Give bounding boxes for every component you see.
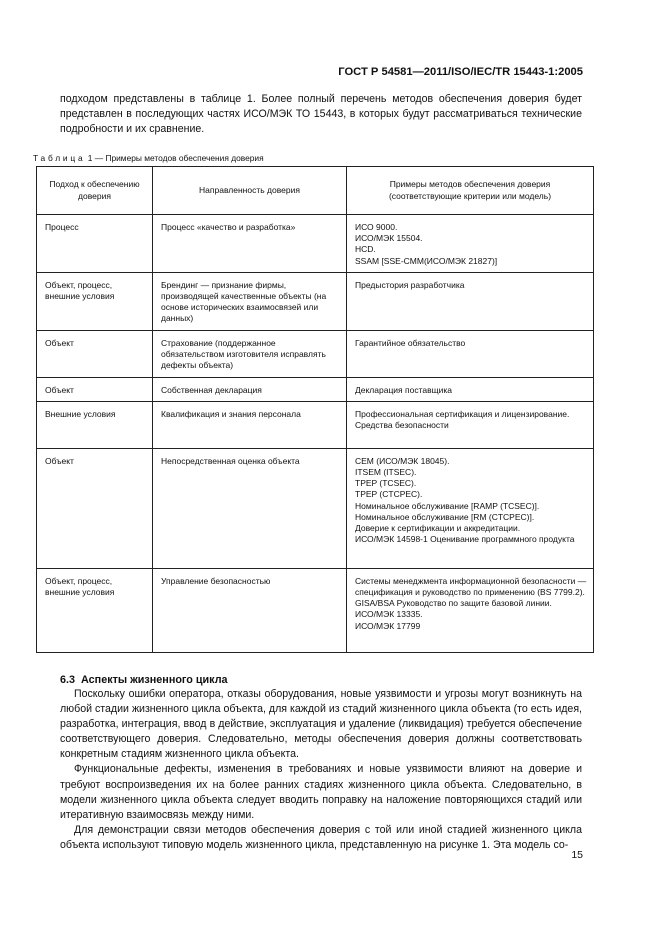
table-row	[37, 272, 594, 330]
example-line: ИСО/МЭК 15504.	[355, 233, 423, 244]
cell-focus: Непосредственная оценка объекта	[153, 448, 347, 568]
example-line: TPEP (CTCPEC).	[355, 489, 423, 500]
example-line: Доверие к сертификации и аккредитации.	[355, 523, 521, 534]
cell-approach: Внешние условия	[37, 401, 153, 448]
intro-paragraph: подходом представлены в таблице 1. Более полный перечень методов обеспечения доверия будет представлен в последующих частях ИСО/МЭК ТО 15443, в которых будут рассматриваться технические подробности и их сравнение.	[60, 93, 582, 136]
example-line: ITSEM (ITSEC).	[355, 467, 417, 478]
cell-examples	[347, 330, 594, 377]
cell-focus: Процесс «качество и разработка»	[153, 215, 347, 273]
header-focus: Направленность доверия	[153, 167, 347, 215]
cell-approach: Объект	[37, 448, 153, 568]
table-caption	[33, 153, 264, 163]
table-caption-word: Таблица	[33, 153, 86, 163]
example-line: HCD.	[355, 244, 376, 255]
cell-focus: Управление безопасностью	[153, 568, 347, 652]
example-line: Средства безопасности	[355, 420, 449, 431]
cell-focus: Брендинг — признание фирмы, производящей качественные объекты (на основе исторических взаимосвязей или данных)	[153, 272, 347, 330]
table-row	[37, 377, 594, 401]
cell-examples	[347, 272, 594, 330]
example-line: SSAM [SSE-CMM(ИСО/МЭК 21827)]	[355, 255, 498, 266]
example-line: Номинальное обслуживание [RM (CTCPEC)].	[355, 511, 535, 522]
example-line: ИСО 9000.	[355, 222, 398, 232]
cell-focus: Страхование (поддержанное обязательством изготовителя исправлять дефекты объекта)	[153, 330, 347, 377]
cell-approach: Процесс	[37, 215, 153, 273]
cell-focus: Собственная декларация	[153, 377, 347, 401]
header-approach: Подход к обеспечению доверия	[37, 167, 153, 215]
example-line: GISA/BSA Руководство по защите базовой линии.	[355, 598, 552, 609]
example-line: Предыстория разработчика	[355, 279, 465, 290]
example-line: TPEP (TCSEC).	[355, 478, 417, 489]
example-line: ИСО/МЭК 14598-1 Оценивание программного продукта	[355, 534, 575, 545]
table-row	[37, 215, 594, 273]
cell-approach: Объект	[37, 330, 153, 377]
example-line: Номинальное обслуживание [RAMP (TCSEC)].	[355, 500, 540, 511]
section-number: 6.3	[60, 674, 76, 686]
cell-focus: Квалификация и знания персонала	[153, 401, 347, 448]
table-row	[37, 568, 594, 652]
cell-examples	[347, 568, 594, 652]
example-line: Декларация поставщика	[355, 384, 453, 395]
cell-examples	[347, 448, 594, 568]
example-line: СЕМ (ИСО/МЭК 18045).	[355, 455, 450, 466]
cell-examples	[347, 401, 594, 448]
cell-examples	[347, 377, 594, 401]
table-row	[37, 448, 594, 568]
cell-examples	[347, 215, 594, 273]
table-row	[37, 330, 594, 377]
assurance-methods-table	[36, 166, 594, 653]
page-header: ГОСТ Р 54581—2011/ISO/IEC/TR 15443-1:2005	[338, 66, 583, 78]
section-title: Аспекты жизненного цикла	[81, 674, 228, 686]
body-paragraph: Функциональные дефекты, изменения в требованиях и новые уязвимости влияют на доверие и требуют воспроизведения их на более ранних стадиях жизненного цикла объекта. Следовательно, в модели жизненного цикла объекта следует вводить поправку на наложение повторяющихся стадий или итеративную взаимосвязь между ними.	[60, 763, 582, 821]
cell-approach: Объект	[37, 377, 153, 401]
table-row	[37, 401, 594, 448]
example-line: ИСО/МЭК 13335.	[355, 609, 423, 620]
table-caption-text: 1 — Примеры методов обеспечения доверия	[87, 153, 264, 163]
page-number: 15	[571, 849, 583, 861]
section-heading	[60, 674, 228, 686]
section-body	[60, 687, 582, 853]
example-line: Системы менеджмента информационной безопасности — спецификация и руководство по применению (BS 7799.2).	[355, 575, 587, 598]
example-line: ИСО/МЭК 17799	[355, 620, 421, 631]
body-paragraph: Поскольку ошибки оператора, отказы оборудования, новые уязвимости и угрозы могут возникнуть на любой стадии жизненного цикла объекта, для каждой из стадий жизненного цикла объекта (то есть идея, разработка, интеграция, ввод в действие, эксплуатация и удаление (ликвидация) требуется обеспечение соответствующего доверия. Следовательно, методы обеспечения доверия должны соответствовать конкретным стадиям жизненного цикла объекта.	[60, 688, 582, 761]
body-paragraph: Для демонстрации связи методов обеспечения доверия с той или иной стадией жизненного цикла объекта используют типовую модель жизненного цикла, представленную на рисунке 1. Эта модель со-	[60, 823, 582, 851]
table-header-row	[37, 167, 594, 215]
header-examples: Примеры методов обеспечения доверия (соответствующие критерии или модель)	[347, 167, 594, 215]
cell-approach: Объект, процесс, внешние условия	[37, 272, 153, 330]
example-line: Профессиональная сертификация и лицензирование.	[355, 408, 570, 419]
cell-approach: Объект, процесс, внешние условия	[37, 568, 153, 652]
example-line: Гарантийное обязательство	[355, 337, 466, 348]
